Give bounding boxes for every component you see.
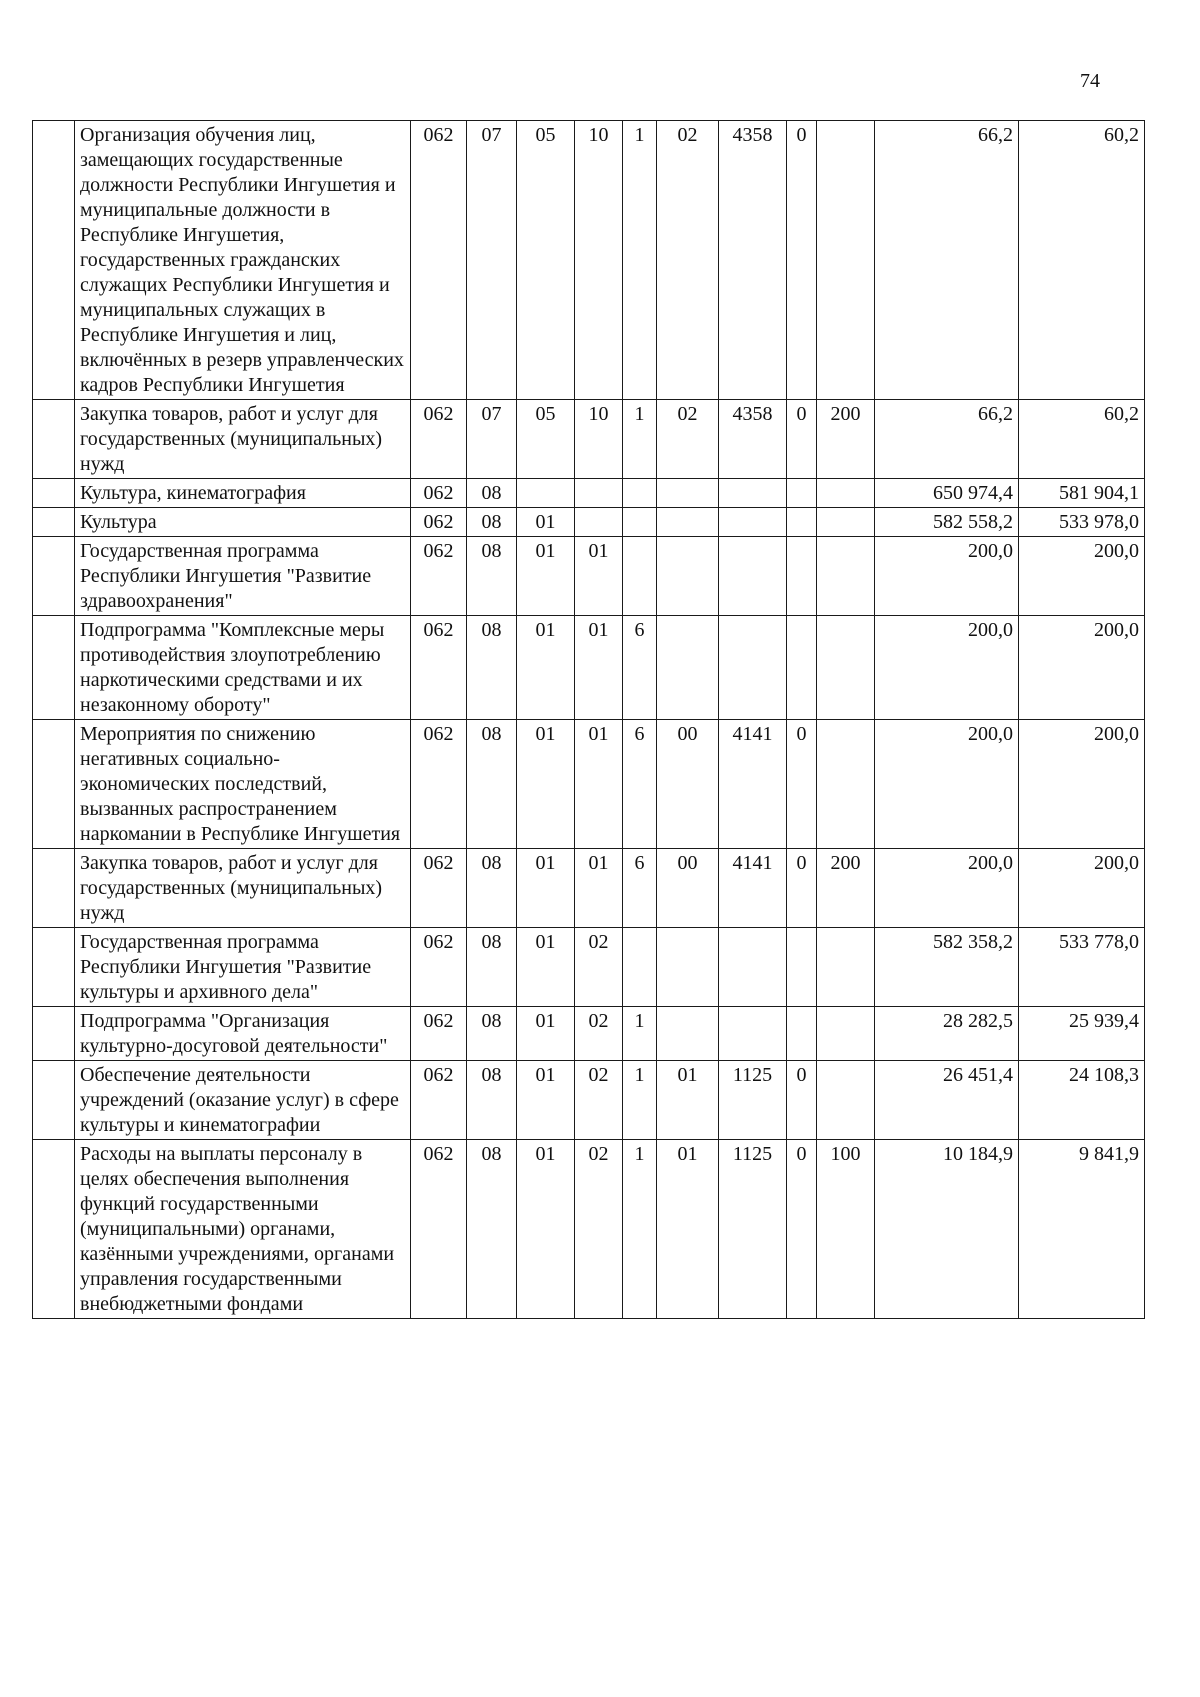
ministry-code-cell: 062 [411,720,467,849]
ministry-code-cell: 062 [411,1007,467,1061]
amount-executed-cell: 25 939,4 [1019,1007,1145,1061]
item-name-cell: Закупка товаров, работ и услуг для государственных (муниципальных) нужд [75,400,411,479]
program-code-cell: 02 [575,1007,623,1061]
section-code-cell: 08 [467,508,517,537]
amount-executed-cell: 533 978,0 [1019,508,1145,537]
direction-code-cell: 4141 [719,849,787,928]
expense-type-code-cell [817,1007,875,1061]
section-code-cell: 08 [467,1061,517,1140]
subsection-code-cell [517,479,575,508]
amount-planned-cell: 28 282,5 [875,1007,1019,1061]
program-code-cell [575,508,623,537]
direction-code-cell: 4141 [719,720,787,849]
main-activity-code-cell: 00 [657,720,719,849]
expense-type-code-cell: 200 [817,849,875,928]
row-number-cell [33,508,75,537]
section-code-cell: 07 [467,121,517,400]
main-activity-code-cell [657,508,719,537]
amount-planned-cell: 10 184,9 [875,1140,1019,1319]
subprogram-code-cell: 1 [623,400,657,479]
amount-planned-cell: 26 451,4 [875,1061,1019,1140]
section-code-cell: 08 [467,1140,517,1319]
item-name-cell: Обеспечение деятельности учреждений (оказание услуг) в сфере культуры и кинематографии [75,1061,411,1140]
expense-type-code-cell [817,537,875,616]
program-code-cell: 02 [575,928,623,1007]
direction-code-cell [719,508,787,537]
digit-code-cell [787,1007,817,1061]
table-row [33,1061,1145,1140]
ministry-code-cell: 062 [411,1061,467,1140]
direction-code-cell [719,1007,787,1061]
table-row [33,928,1145,1007]
item-name-cell: Культура, кинематография [75,479,411,508]
subprogram-code-cell: 1 [623,1007,657,1061]
direction-code-cell: 1125 [719,1061,787,1140]
program-code-cell: 10 [575,121,623,400]
digit-code-cell: 0 [787,720,817,849]
subprogram-code-cell: 1 [623,1061,657,1140]
main-activity-code-cell [657,537,719,616]
section-code-cell: 08 [467,720,517,849]
ministry-code-cell: 062 [411,616,467,720]
subsection-code-cell: 05 [517,400,575,479]
amount-planned-cell: 650 974,4 [875,479,1019,508]
item-name-cell: Организация обучения лиц, замещающих государственные должности Республики Ингушетия и муниципальные должности в Республике Ингушетия, государственных гражданских служащих Республики Ингушетия и муниципальных служащих в Республике Ингушетия и лиц, включённых в резерв управленческих кадров Республики Ингушетия [75,121,411,400]
digit-code-cell: 0 [787,121,817,400]
section-code-cell: 08 [467,928,517,1007]
table-row [33,849,1145,928]
ministry-code-cell: 062 [411,537,467,616]
section-code-cell: 08 [467,1007,517,1061]
section-code-cell: 08 [467,479,517,508]
table-row [33,616,1145,720]
subprogram-code-cell [623,928,657,1007]
expense-type-code-cell [817,616,875,720]
amount-executed-cell: 581 904,1 [1019,479,1145,508]
item-name-cell: Государственная программа Республики Ингушетия "Развитие культуры и архивного дела" [75,928,411,1007]
amount-executed-cell: 60,2 [1019,121,1145,400]
row-number-cell [33,1140,75,1319]
program-code-cell [575,479,623,508]
section-code-cell: 08 [467,849,517,928]
budget-table [32,120,1145,1319]
amount-executed-cell: 200,0 [1019,537,1145,616]
subprogram-code-cell [623,537,657,616]
table-row [33,400,1145,479]
direction-code-cell: 1125 [719,1140,787,1319]
section-code-cell: 08 [467,537,517,616]
main-activity-code-cell: 01 [657,1140,719,1319]
item-name-cell: Подпрограмма "Организация культурно-досуговой деятельности" [75,1007,411,1061]
direction-code-cell [719,928,787,1007]
ministry-code-cell: 062 [411,121,467,400]
program-code-cell: 02 [575,1140,623,1319]
subprogram-code-cell [623,479,657,508]
amount-planned-cell: 66,2 [875,121,1019,400]
amount-executed-cell: 200,0 [1019,720,1145,849]
table-row [33,1007,1145,1061]
digit-code-cell [787,928,817,1007]
main-activity-code-cell: 02 [657,400,719,479]
amount-planned-cell: 200,0 [875,849,1019,928]
amount-executed-cell: 9 841,9 [1019,1140,1145,1319]
row-number-cell [33,616,75,720]
ministry-code-cell: 062 [411,1140,467,1319]
item-name-cell: Закупка товаров, работ и услуг для государственных (муниципальных) нужд [75,849,411,928]
direction-code-cell: 4358 [719,400,787,479]
subprogram-code-cell: 1 [623,121,657,400]
item-name-cell: Подпрограмма "Комплексные меры противодействия злоупотреблению наркотическими средствами и их незаконному обороту" [75,616,411,720]
table-row [33,508,1145,537]
subprogram-code-cell: 1 [623,1140,657,1319]
table-row [33,1140,1145,1319]
subprogram-code-cell: 6 [623,720,657,849]
subsection-code-cell: 01 [517,1007,575,1061]
digit-code-cell [787,616,817,720]
subprogram-code-cell [623,508,657,537]
table-body [33,121,1145,1319]
program-code-cell: 01 [575,720,623,849]
item-name-cell: Расходы на выплаты персоналу в целях обеспечения выполнения функций государственными (муниципальными) органами, казёнными учреждениями, органами управления государственными внебюджетными фондами [75,1140,411,1319]
expense-type-code-cell [817,508,875,537]
program-code-cell: 10 [575,400,623,479]
main-activity-code-cell: 00 [657,849,719,928]
row-number-cell [33,849,75,928]
subprogram-code-cell: 6 [623,616,657,720]
main-activity-code-cell [657,1007,719,1061]
amount-planned-cell: 66,2 [875,400,1019,479]
row-number-cell [33,479,75,508]
program-code-cell: 01 [575,537,623,616]
expense-type-code-cell: 200 [817,400,875,479]
subsection-code-cell: 01 [517,508,575,537]
ministry-code-cell: 062 [411,928,467,1007]
amount-planned-cell: 200,0 [875,616,1019,720]
ministry-code-cell: 062 [411,400,467,479]
main-activity-code-cell [657,928,719,1007]
subsection-code-cell: 01 [517,928,575,1007]
amount-planned-cell: 200,0 [875,537,1019,616]
table-row [33,121,1145,400]
expense-type-code-cell [817,1061,875,1140]
item-name-cell: Культура [75,508,411,537]
digit-code-cell: 0 [787,1140,817,1319]
section-code-cell: 08 [467,616,517,720]
digit-code-cell: 0 [787,400,817,479]
main-activity-code-cell: 02 [657,121,719,400]
row-number-cell [33,121,75,400]
main-activity-code-cell [657,479,719,508]
subsection-code-cell: 01 [517,537,575,616]
direction-code-cell: 4358 [719,121,787,400]
program-code-cell: 01 [575,849,623,928]
expense-type-code-cell [817,121,875,400]
expense-type-code-cell [817,479,875,508]
row-number-cell [33,537,75,616]
subsection-code-cell: 01 [517,849,575,928]
program-code-cell: 02 [575,1061,623,1140]
amount-executed-cell: 200,0 [1019,616,1145,720]
amount-executed-cell: 60,2 [1019,400,1145,479]
digit-code-cell [787,537,817,616]
direction-code-cell [719,537,787,616]
direction-code-cell [719,616,787,720]
main-activity-code-cell: 01 [657,1061,719,1140]
digit-code-cell [787,508,817,537]
row-number-cell [33,1007,75,1061]
ministry-code-cell: 062 [411,479,467,508]
row-number-cell [33,928,75,1007]
subprogram-code-cell: 6 [623,849,657,928]
table-row [33,720,1145,849]
amount-executed-cell: 200,0 [1019,849,1145,928]
subsection-code-cell: 01 [517,1140,575,1319]
amount-planned-cell: 582 558,2 [875,508,1019,537]
item-name-cell: Мероприятия по снижению негативных социально-экономических последствий, вызванных распространением наркомании в Республике Ингушетия [75,720,411,849]
page-number: 74 [1080,70,1100,92]
digit-code-cell: 0 [787,1061,817,1140]
direction-code-cell [719,479,787,508]
amount-planned-cell: 582 358,2 [875,928,1019,1007]
row-number-cell [33,1061,75,1140]
program-code-cell: 01 [575,616,623,720]
subsection-code-cell: 01 [517,1061,575,1140]
subsection-code-cell: 05 [517,121,575,400]
expense-type-code-cell [817,928,875,1007]
item-name-cell: Государственная программа Республики Ингушетия "Развитие здравоохранения" [75,537,411,616]
table-row [33,479,1145,508]
ministry-code-cell: 062 [411,508,467,537]
digit-code-cell: 0 [787,849,817,928]
expense-type-code-cell [817,720,875,849]
row-number-cell [33,720,75,849]
amount-planned-cell: 200,0 [875,720,1019,849]
amount-executed-cell: 533 778,0 [1019,928,1145,1007]
expense-type-code-cell: 100 [817,1140,875,1319]
ministry-code-cell: 062 [411,849,467,928]
digit-code-cell [787,479,817,508]
row-number-cell [33,400,75,479]
table-row [33,537,1145,616]
main-activity-code-cell [657,616,719,720]
section-code-cell: 07 [467,400,517,479]
subsection-code-cell: 01 [517,720,575,849]
amount-executed-cell: 24 108,3 [1019,1061,1145,1140]
subsection-code-cell: 01 [517,616,575,720]
